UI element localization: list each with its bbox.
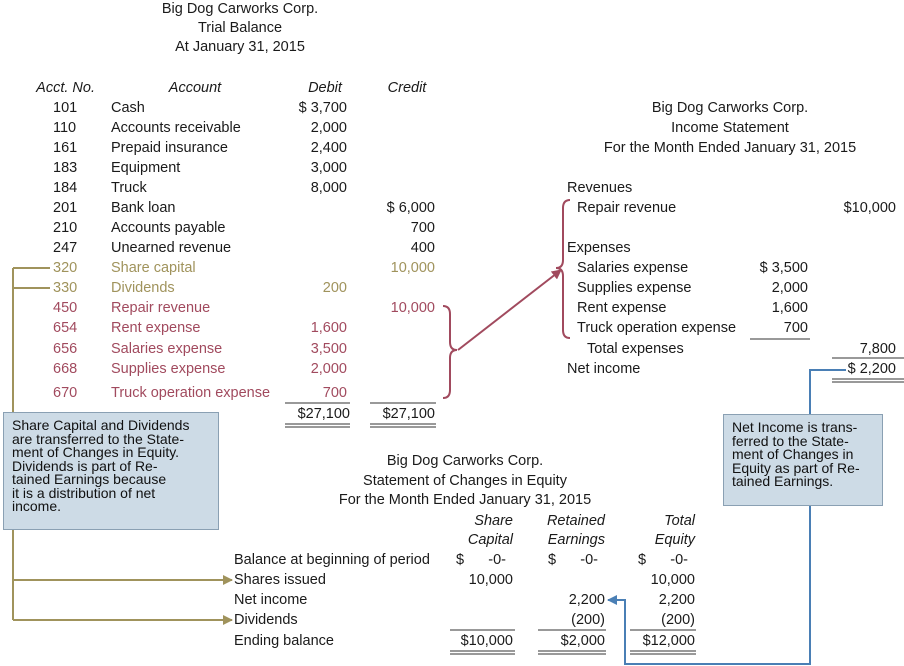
tb-row-account: Bank loan (111, 200, 176, 216)
tb-total-credit: $27,100 (382, 406, 435, 422)
tb-row-account: Rent expense (111, 320, 201, 336)
tb-header-account: Account (168, 80, 222, 96)
is-total-expenses-label: Total expenses (587, 341, 684, 357)
tb-row-debit: 3,000 (310, 160, 347, 176)
note-share-capital-dividends: Share Capital and Dividends are transferred to the State- ment of Changes in Equity. Dividends is part of Re- tained Earnings because it is a distribution of net income. (3, 412, 219, 530)
income-transfer-arrow (458, 270, 561, 350)
is-expenses-label: Expenses (567, 240, 631, 256)
tb-total-rules (285, 403, 436, 427)
tb-row-account: Supplies expense (111, 361, 226, 377)
eq-period: For the Month Ended January 31, 2015 (338, 492, 592, 508)
is-revenue-amount: $10,000 (843, 200, 896, 216)
eq-col-header: Capital (467, 532, 513, 548)
tb-row-no: 656 (53, 341, 78, 357)
tb-row-account: Accounts payable (111, 220, 226, 236)
tb-row-no: 654 (53, 320, 78, 336)
tb-title: Trial Balance (197, 20, 283, 36)
is-expense-label: Salaries expense (577, 260, 689, 276)
tb-company: Big Dog Carworks Corp. (161, 1, 319, 17)
is-revenue-item: Repair revenue (577, 200, 677, 216)
tb-row-account: Share capital (111, 260, 196, 276)
tb-row-no: 184 (53, 180, 78, 196)
tb-header-credit: Credit (387, 80, 427, 96)
eq-col-header: Share (474, 513, 513, 529)
is-expense-label: Truck operation expense (577, 320, 737, 336)
tb-row-account: Cash (111, 100, 145, 116)
eq-row-retained: $ -0- (548, 552, 598, 568)
tb-row-no: 183 (53, 160, 78, 176)
tb-row-debit: 2,000 (310, 120, 347, 136)
tb-row-no: 320 (53, 260, 78, 276)
eq-col-header: Total (664, 513, 695, 529)
tb-row-debit: 700 (322, 385, 347, 401)
is-expense-amount: 700 (783, 320, 808, 336)
eq-row-total: $12,000 (642, 633, 695, 649)
tb-row-debit: 2,400 (310, 140, 347, 156)
is-net-income: $ 2,200 (847, 361, 896, 377)
tb-income-brace (443, 306, 457, 398)
tb-row-no: 450 (53, 300, 78, 316)
eq-row-total: $ -0- (638, 552, 688, 568)
is-title: Income Statement (671, 120, 789, 136)
eq-row-label: Net income (234, 592, 308, 608)
tb-date: At January 31, 2015 (175, 39, 305, 55)
eq-row-label: Shares issued (234, 572, 326, 588)
tb-row-credit: 400 (410, 240, 435, 256)
tb-row-debit: 3,500 (310, 341, 347, 357)
eq-title: Statement of Changes in Equity (363, 473, 567, 489)
tb-row-no: 210 (53, 220, 78, 236)
is-expense-label: Supplies expense (577, 280, 692, 296)
tb-row-no: 670 (53, 385, 78, 401)
eq-row-label: Balance at beginning of period (234, 552, 430, 568)
tb-row-account: Accounts receivable (111, 120, 241, 136)
is-period: For the Month Ended January 31, 2015 (603, 140, 857, 156)
eq-row-total: 10,000 (650, 572, 695, 588)
tb-row-debit: 1,600 (310, 320, 347, 336)
tb-row-account: Dividends (111, 280, 175, 296)
eq-row-share: $10,000 (460, 633, 513, 649)
is-rules (750, 339, 904, 382)
eq-row-total: 2,200 (658, 592, 695, 608)
eq-row-total: (200) (661, 612, 695, 628)
tb-row-no: 330 (53, 280, 78, 296)
tb-row-account: Truck (111, 180, 147, 196)
tb-row-debit: 200 (322, 280, 347, 296)
tb-row-account: Repair revenue (111, 300, 211, 316)
eq-row-share: 10,000 (468, 572, 513, 588)
tb-row-debit: $ 3,700 (298, 100, 347, 116)
tb-row-account: Unearned revenue (111, 240, 232, 256)
eq-row-retained: $2,000 (560, 633, 605, 649)
eq-col-header: Retained (546, 513, 605, 529)
eq-row-retained: 2,200 (568, 592, 605, 608)
is-expense-amount: 1,600 (771, 300, 808, 316)
is-expense-amount: $ 3,500 (759, 260, 808, 276)
tb-row-credit: 10,000 (390, 260, 435, 276)
eq-rules (450, 630, 696, 654)
tb-row-no: 201 (53, 200, 78, 216)
tb-row-no: 247 (53, 240, 78, 256)
eq-row-retained: (200) (571, 612, 605, 628)
is-revenues-label: Revenues (567, 180, 633, 196)
tb-row-no: 161 (53, 140, 78, 156)
eq-row-label: Ending balance (234, 633, 334, 649)
is-brace (556, 200, 570, 338)
eq-row-share: $ -0- (456, 552, 506, 568)
eq-row-label: Dividends (234, 612, 298, 628)
tb-row-account: Salaries expense (111, 341, 223, 357)
note-net-income: Net Income is trans- ferred to the State- ment of Changes in Equity as part of Re- tained Earnings. (723, 414, 883, 506)
is-expense-amount: 2,000 (771, 280, 808, 296)
tb-header-debit: Debit (308, 80, 342, 96)
tb-row-account: Truck operation expense (111, 385, 271, 401)
tb-total-debit: $27,100 (297, 406, 350, 422)
tb-row-no: 668 (53, 361, 78, 377)
tb-row-credit: 700 (410, 220, 435, 236)
eq-company: Big Dog Carworks Corp. (386, 453, 544, 469)
tb-header-acct-no: Acct. No. (36, 80, 95, 96)
eq-col-header: Equity (654, 532, 695, 548)
tb-row-credit: $ 6,000 (386, 200, 435, 216)
is-expense-label: Rent expense (577, 300, 667, 316)
is-net-income-label: Net income (567, 361, 641, 377)
tb-row-account: Prepaid insurance (111, 140, 228, 156)
is-company: Big Dog Carworks Corp. (651, 100, 809, 116)
tb-row-credit: 10,000 (390, 300, 435, 316)
tb-row-debit: 2,000 (310, 361, 347, 377)
tb-row-account: Equipment (111, 160, 181, 176)
tb-row-no: 101 (53, 100, 78, 116)
eq-col-header: Earnings (547, 532, 605, 548)
tb-row-debit: 8,000 (310, 180, 347, 196)
tb-row-no: 110 (53, 120, 77, 136)
is-total-expenses: 7,800 (859, 341, 896, 357)
